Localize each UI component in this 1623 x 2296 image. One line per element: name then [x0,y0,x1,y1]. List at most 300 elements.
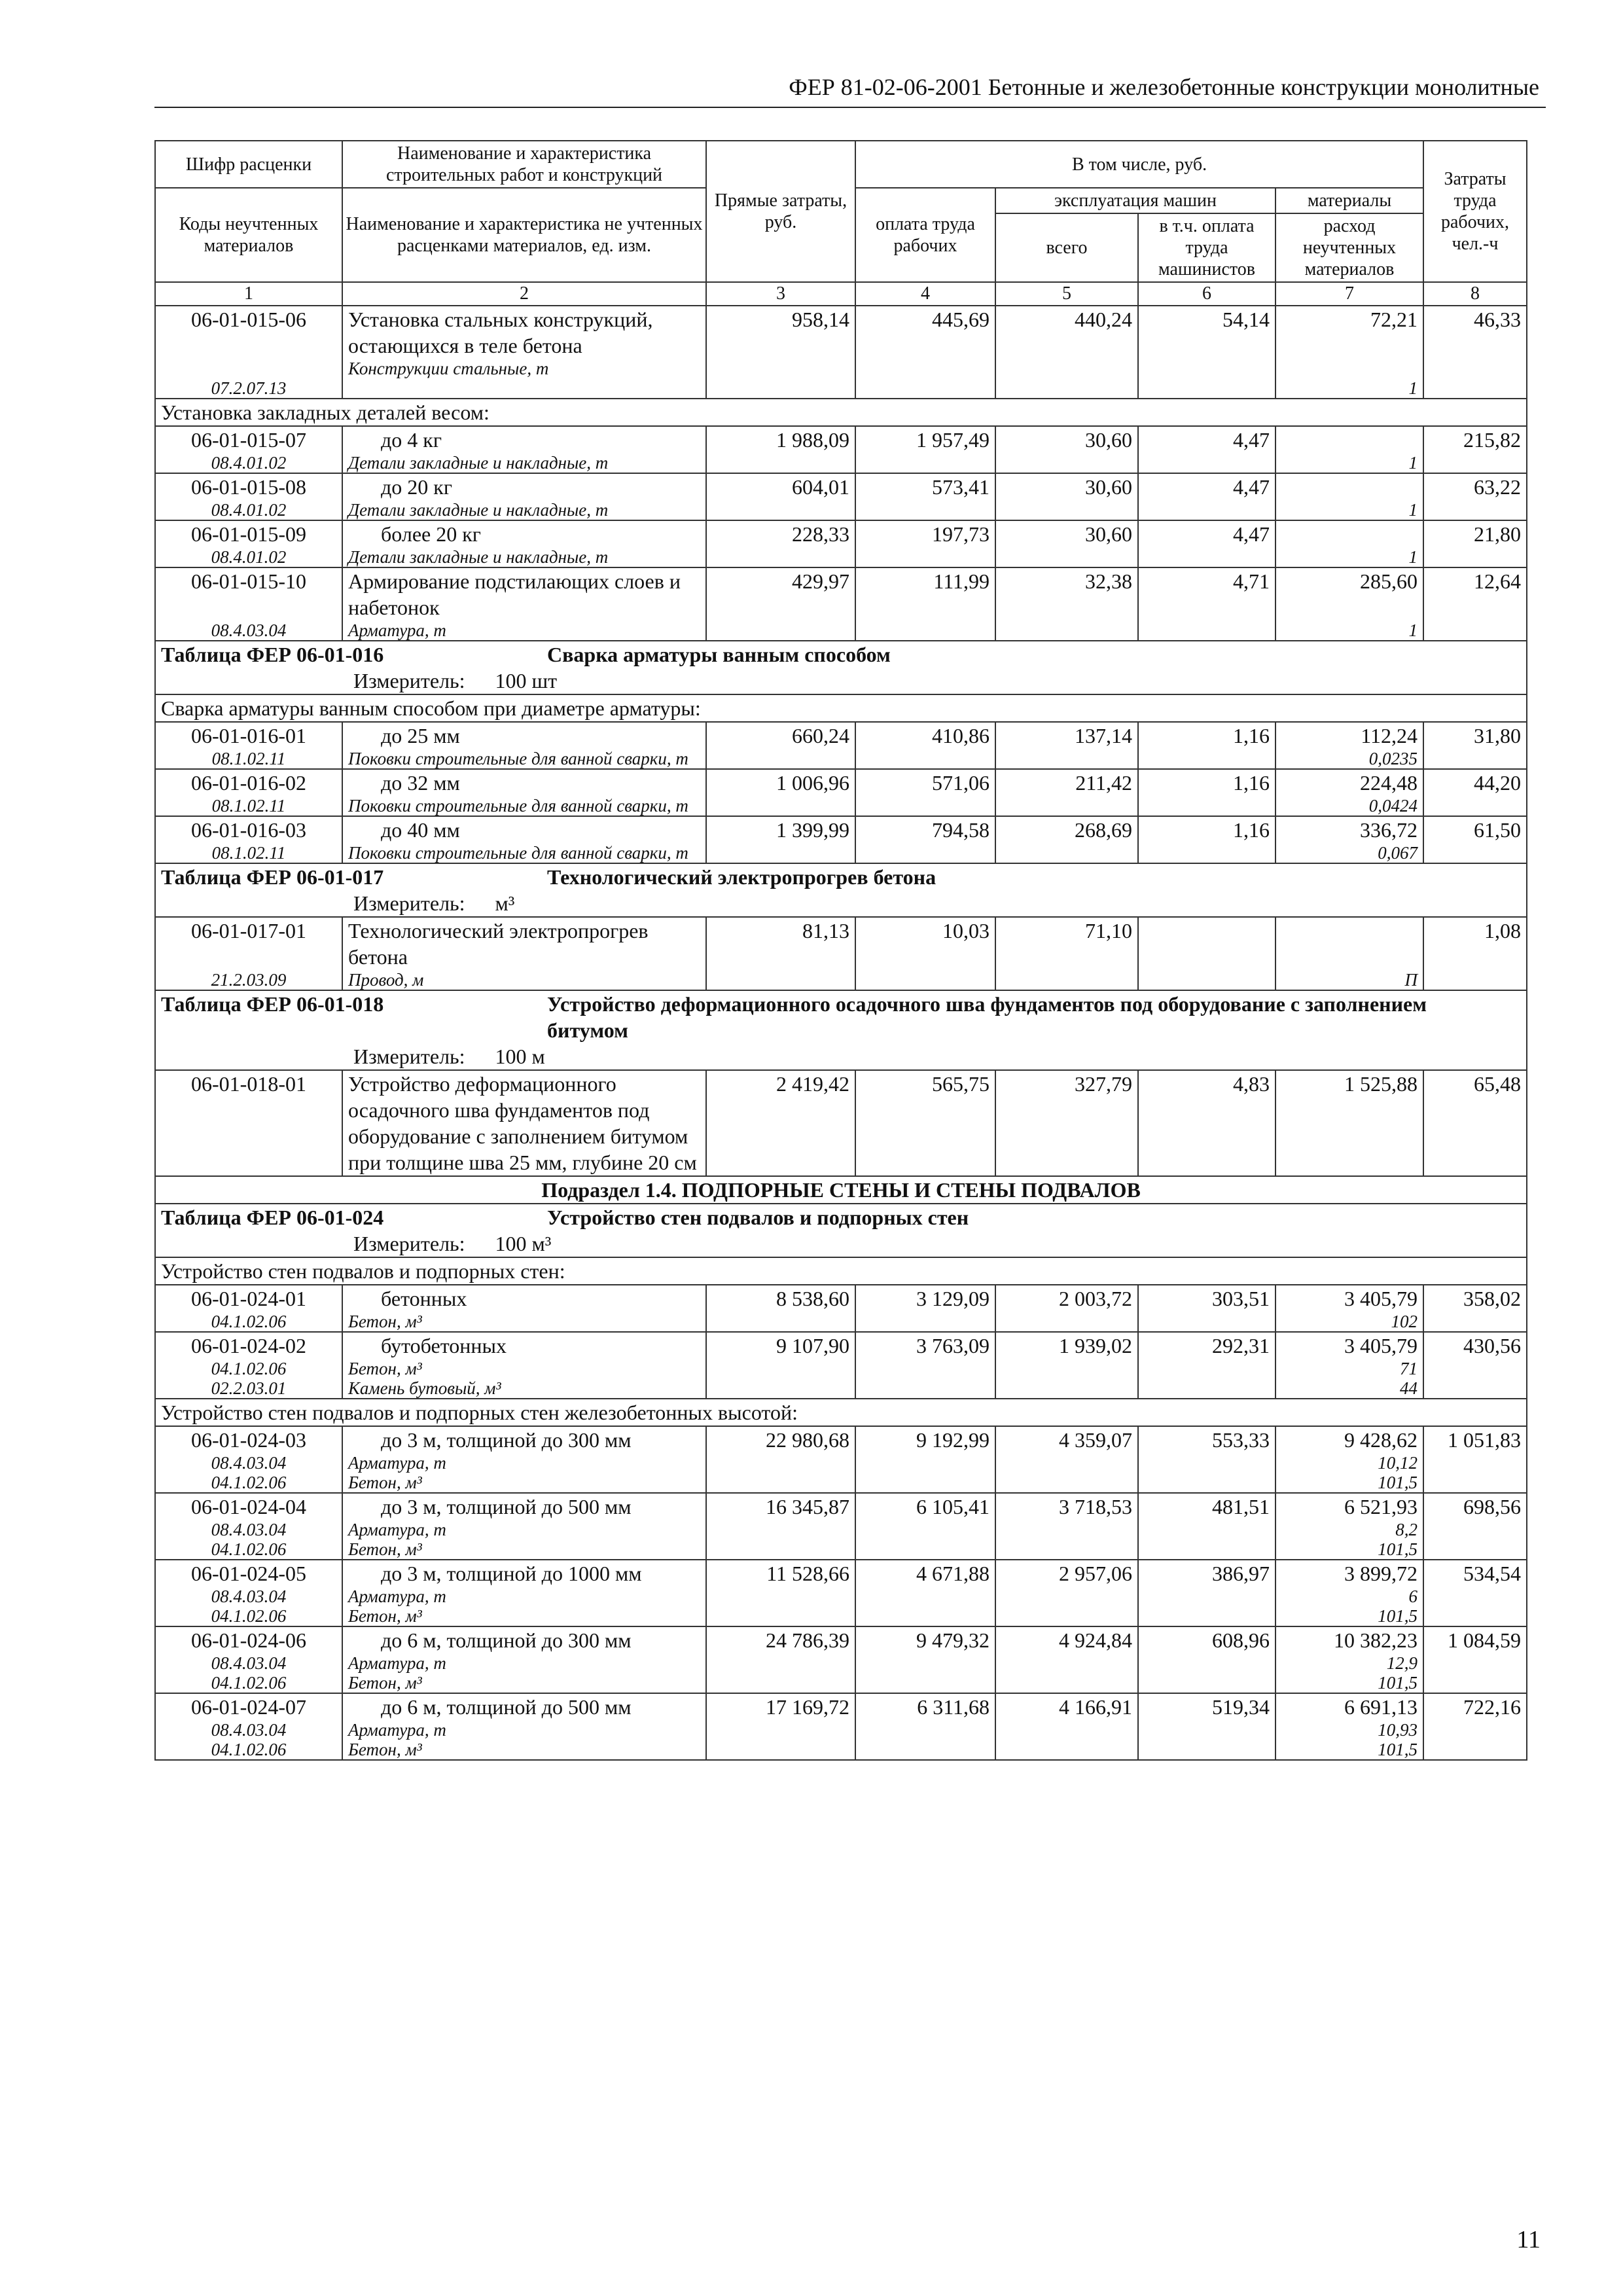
materials-cell [1275,1693,1423,1760]
machine-operator-cost: 4,47 [1138,520,1275,567]
material-name: Бетон, м³ [348,1606,422,1626]
direct-cost: 16 345,87 [706,1493,855,1560]
material-qty: 0,0424 [1368,796,1418,816]
material-qty: 1 [1408,453,1418,473]
rate-name: до 4 кг [381,428,442,452]
rate-name-cell [342,816,706,863]
material-name: Арматура, т [348,1587,446,1606]
rate-name: Армирование подстилающих слоев и набетонок [348,569,681,619]
col-labor-label: оплата труда рабочих [876,214,975,256]
rate-code-cell [155,1332,342,1399]
rate-code-cell [155,520,342,567]
rate-code-cell [155,426,342,473]
rate-name: бетонных [381,1287,467,1310]
rate-code: 06-01-015-08 [191,475,306,499]
material-name: Детали закладные и накладные, т [348,500,609,520]
rate-code: 06-01-024-07 [191,1695,306,1719]
rate-name-cell [342,722,706,769]
material-code: 08.1.02.11 [211,843,286,863]
material-code: 08.4.03.04 [211,1453,287,1473]
material-code: 04.1.02.06 [211,1539,287,1559]
material-code: 04.1.02.06 [211,1473,287,1492]
material-name: Конструкции стальные, т [348,359,549,378]
material-name: Детали закладные и накладные, т [348,547,609,567]
machine-cost: 137,14 [995,722,1138,769]
col-hours-label: Затраты труда рабочих, чел.-ч [1441,169,1510,254]
labor-hours: 722,16 [1423,1693,1527,1760]
materials-cell [1275,520,1423,567]
labor-cost: 3 763,09 [855,1332,995,1399]
rate-code: 06-01-016-03 [191,818,306,842]
materials-cell [1275,917,1423,990]
measure-label: Измеритель: [353,669,465,692]
machine-operator-cost: 481,51 [1138,1493,1275,1560]
material-name: Арматура, т [348,1720,446,1740]
machine-cost: 71,10 [995,917,1138,990]
rate-name-cell [342,426,706,473]
labor-hours: 46,33 [1423,306,1527,399]
group-row [155,1257,1527,1285]
rate-code-cell [155,1285,342,1332]
rate-code: 06-01-016-02 [191,771,306,795]
measure [161,1043,1521,1069]
labor-cost: 573,41 [855,473,995,520]
col-incl-label: В том числе, руб. [1071,154,1207,175]
table-row [155,1426,1527,1493]
table-title: Технологический электропрогрев бетона [547,865,936,889]
rate-code-cell [155,1693,342,1760]
material-name: Поковки строительные для ванной сварки, т [348,843,688,863]
column-number-row [155,282,1527,306]
rate-name-cell [342,567,706,641]
machine-cost: 30,60 [995,426,1138,473]
col-name-header [342,141,706,188]
materials-cell [1275,816,1423,863]
table-number: Таблица ФЕР 06-01-016 [161,643,384,666]
direct-cost: 228,33 [706,520,855,567]
measure-label: Измеритель: [353,891,465,915]
table-heading-row [155,990,1527,1070]
materials-cell [1275,1332,1423,1399]
material-name: Бетон, м³ [348,1740,422,1759]
col-hours-header [1423,141,1527,282]
rate-name-cell [342,1493,706,1560]
col-code-header [155,141,342,188]
col-mach-op-header [1138,213,1275,282]
material-code: 08.4.03.04 [211,1520,287,1539]
labor-cost: 571,06 [855,769,995,816]
col-number: 2 [342,282,706,306]
machine-cost: 327,79 [995,1070,1138,1176]
materials-cell [1275,1493,1423,1560]
rate-code: 06-01-017-01 [191,919,306,942]
material-code: 08.4.03.04 [211,1587,287,1606]
machine-operator-cost: 1,16 [1138,722,1275,769]
direct-cost: 22 980,68 [706,1426,855,1493]
material-qty: 102 [1391,1312,1418,1331]
material-cost: 3 405,79 [1344,1287,1418,1310]
col-matcode-label: Коды неучтенных материалов [179,214,319,256]
measure-value: 100 шт [495,669,558,692]
machine-cost: 2 957,06 [995,1560,1138,1626]
material-cost: 336,72 [1360,818,1418,842]
labor-hours: 215,82 [1423,426,1527,473]
direct-cost: 24 786,39 [706,1626,855,1693]
table-heading [155,863,1527,917]
materials-cell [1275,426,1423,473]
measure [161,668,1521,694]
rate-name: до 6 м, толщиной до 300 мм [381,1628,632,1652]
col-labor-header [855,188,995,282]
rate-name: Устройство деформационного осадочного шва фундаментов под оборудование с заполнением битумом при толщине шва 25 мм, глубине 20 см [348,1072,697,1174]
table-number: Таблица ФЕР 06-01-017 [161,865,384,889]
material-name: Детали закладные и накладные, т [348,453,609,473]
rate-name-cell [342,917,706,990]
rate-name: Установка стальных конструкций, остающихся в теле бетона [348,308,653,357]
direct-cost: 429,97 [706,567,855,641]
measure-value: м³ [495,891,515,915]
machine-operator-cost: 4,47 [1138,473,1275,520]
rate-code: 06-01-015-10 [191,569,306,593]
material-code: 04.1.02.06 [211,1312,287,1331]
col-matname-label: Наименование и характеристика не учтенных расценками материалов, ед. изм. [346,214,703,256]
labor-cost: 4 671,88 [855,1560,995,1626]
machine-cost: 211,42 [995,769,1138,816]
rate-name-cell [342,520,706,567]
measure [161,890,1521,916]
material-qty: 44 [1400,1378,1418,1398]
table-heading [155,1204,1527,1257]
materials-cell [1275,722,1423,769]
material-code: 08.4.03.04 [211,620,287,640]
table-row [155,1332,1527,1399]
col-code-label: Шифр расценки [185,154,312,175]
direct-cost: 1 988,09 [706,426,855,473]
group-row [155,694,1527,722]
rate-name: более 20 кг [381,522,481,546]
rate-name: бутобетонных [381,1334,507,1357]
labor-hours: 430,56 [1423,1332,1527,1399]
rate-code-cell [155,306,342,399]
rate-code: 06-01-024-04 [191,1495,306,1518]
material-code: 04.1.02.06 [211,1673,287,1693]
material-name: Бетон, м³ [348,1359,422,1378]
labor-hours: 63,22 [1423,473,1527,520]
table-number: Таблица ФЕР 06-01-018 [161,992,384,1016]
material-qty: 10,12 [1378,1453,1418,1473]
table-heading-row [155,641,1527,694]
material-qty: 1 [1408,620,1418,640]
table-heading [155,641,1527,694]
direct-cost: 9 107,90 [706,1332,855,1399]
material-qty: 101,5 [1378,1606,1418,1626]
material-qty: П [1404,970,1418,990]
measure-label: Измеритель: [353,1045,465,1068]
labor-cost: 6 105,41 [855,1493,995,1560]
rate-name-cell [342,1070,706,1176]
labor-hours: 31,80 [1423,722,1527,769]
col-direct-header [706,141,855,282]
measure [161,1230,1521,1257]
material-qty: 101,5 [1378,1673,1418,1693]
col-number: 3 [706,282,855,306]
machine-cost: 2 003,72 [995,1285,1138,1332]
materials-cell [1275,1426,1423,1493]
rate-name-cell [342,1426,706,1493]
group-caption: Устройство стен подвалов и подпорных стен: [155,1257,1527,1285]
labor-cost: 6 311,68 [855,1693,995,1760]
col-direct-label: Прямые затраты, руб. [714,190,847,232]
labor-cost: 445,69 [855,306,995,399]
labor-hours: 1,08 [1423,917,1527,990]
col-number: 8 [1423,282,1527,306]
material-qty: 101,5 [1378,1539,1418,1559]
labor-cost: 9 192,99 [855,1426,995,1493]
rate-code-cell [155,1493,342,1560]
rate-name: до 3 м, толщиной до 500 мм [381,1495,632,1518]
col-number: 7 [1275,282,1423,306]
rate-name: до 6 м, толщиной до 500 мм [381,1695,632,1719]
rate-code: 06-01-024-05 [191,1562,306,1585]
col-machines-header [995,188,1275,213]
labor-hours: 358,02 [1423,1285,1527,1332]
machine-cost: 3 718,53 [995,1493,1138,1560]
rate-name: до 3 м, толщиной до 300 мм [381,1428,632,1452]
rate-code-cell [155,1426,342,1493]
machine-operator-cost: 54,14 [1138,306,1275,399]
labor-hours: 698,56 [1423,1493,1527,1560]
rate-name-cell [342,473,706,520]
table-heading [155,990,1527,1070]
group-row [155,399,1527,426]
table-row [155,1070,1527,1176]
labor-cost: 9 479,32 [855,1626,995,1693]
header-divider [154,107,1546,108]
machine-operator-cost: 553,33 [1138,1426,1275,1493]
rate-name: до 25 мм [381,724,460,747]
machine-operator-cost: 1,16 [1138,816,1275,863]
measure-label: Измеритель: [353,1232,465,1255]
labor-cost: 111,99 [855,567,995,641]
machine-operator-cost: 4,71 [1138,567,1275,641]
machine-cost: 30,60 [995,473,1138,520]
table-heading-row [155,1204,1527,1257]
material-name: Провод, м [348,970,424,990]
machine-cost: 1 939,02 [995,1332,1138,1399]
material-cost: 10 382,23 [1334,1628,1418,1652]
col-name-label: Наименование и характеристика строительных работ и конструкций [385,143,663,185]
group-caption: Сварка арматуры ванным способом при диаметре арматуры: [155,694,1527,722]
col-number: 4 [855,282,995,306]
material-qty: 1 [1408,500,1418,520]
rate-name-cell [342,769,706,816]
material-name: Арматура, т [348,1453,446,1473]
document-header-title: ФЕР 81-02-06-2001 Бетонные и железобетонные конструкции монолитные [789,74,1539,100]
col-number: 6 [1138,282,1275,306]
direct-cost: 1 399,99 [706,816,855,863]
rate-code-cell [155,567,342,641]
table-row [155,1560,1527,1626]
materials-cell [1275,473,1423,520]
material-code: 08.4.01.02 [211,547,287,567]
direct-cost: 11 528,66 [706,1560,855,1626]
material-qty: 0,067 [1378,843,1418,863]
table-row [155,473,1527,520]
col-number: 5 [995,282,1138,306]
machine-cost: 440,24 [995,306,1138,399]
measure-value: 100 м [495,1045,545,1068]
material-name: Поковки строительные для ванной сварки, т [348,796,688,816]
labor-cost: 1 957,49 [855,426,995,473]
col-mach-op-label: в т.ч. оплата труда машинистов [1158,216,1255,279]
machine-operator-cost: 4,83 [1138,1070,1275,1176]
material-qty: 10,93 [1378,1720,1418,1740]
col-incl-header [855,141,1423,188]
subsection-title: Подраздел 1.4. ПОДПОРНЫЕ СТЕНЫ И СТЕНЫ ПОДВАЛОВ [155,1176,1527,1204]
material-qty: 101,5 [1378,1473,1418,1492]
rate-code: 06-01-016-01 [191,724,306,747]
machine-cost: 4 359,07 [995,1426,1138,1493]
table-heading-row [155,863,1527,917]
rate-code: 06-01-024-06 [191,1628,306,1652]
direct-cost: 8 538,60 [706,1285,855,1332]
rate-code: 06-01-024-01 [191,1287,306,1310]
machine-operator-cost [1138,917,1275,990]
rate-code-cell [155,917,342,990]
col-matcode-header [155,188,342,282]
machine-operator-cost: 292,31 [1138,1332,1275,1399]
material-qty: 71 [1400,1359,1418,1378]
table-row [155,1285,1527,1332]
table-title: Устройство стен подвалов и подпорных стен [547,1206,969,1229]
material-cost: 112,24 [1361,724,1418,747]
rate-code: 06-01-024-03 [191,1428,306,1452]
machine-operator-cost: 4,47 [1138,426,1275,473]
material-cost: 6 691,13 [1344,1695,1418,1719]
table-row [155,1626,1527,1693]
rate-code: 06-01-015-06 [191,308,306,331]
labor-cost: 3 129,09 [855,1285,995,1332]
material-cost: 9 428,62 [1344,1428,1418,1452]
material-code: 21.2.03.09 [211,970,287,990]
table-title: Сварка арматуры ванным способом [547,643,891,666]
material-name: Камень бутовый, м³ [348,1378,501,1398]
material-code: 07.2.07.13 [211,378,287,398]
material-cost: 3 405,79 [1344,1334,1418,1357]
direct-cost: 604,01 [706,473,855,520]
rate-code-cell [155,1560,342,1626]
material-code: 08.4.03.04 [211,1653,287,1673]
group-caption: Устройство стен подвалов и подпорных стен железобетонных высотой: [155,1399,1527,1426]
header-row [155,141,1527,188]
table-row [155,426,1527,473]
material-name: Арматура, т [348,620,446,640]
col-materials-header [1275,188,1423,213]
material-qty: 101,5 [1378,1740,1418,1759]
col-machines-label: эксплуатация машин [1054,190,1217,211]
direct-cost: 958,14 [706,306,855,399]
table-title: Устройство деформационного осадочного шва фундаментов под оборудование с заполнением битумом [547,992,1427,1042]
material-code: 02.2.03.01 [211,1378,287,1398]
rate-code-cell [155,473,342,520]
material-name: Бетон, м³ [348,1539,422,1559]
materials-cell [1275,1285,1423,1332]
page-number: 11 [1516,2226,1541,2253]
table-row [155,520,1527,567]
machine-cost: 4 166,91 [995,1693,1138,1760]
rate-name-cell [342,1693,706,1760]
material-qty: 1 [1408,378,1418,398]
table-number: Таблица ФЕР 06-01-024 [161,1206,384,1229]
material-qty: 12,9 [1386,1653,1418,1673]
direct-cost: 1 006,96 [706,769,855,816]
group-row [155,1399,1527,1426]
table-row [155,722,1527,769]
direct-cost: 660,24 [706,722,855,769]
col-matname-header [342,188,706,282]
rate-code-cell [155,816,342,863]
rates-table [154,140,1527,1761]
labor-hours: 1 051,83 [1423,1426,1527,1493]
rate-code-cell [155,769,342,816]
labor-hours: 21,80 [1423,520,1527,567]
rate-name: до 3 м, толщиной до 1000 мм [381,1562,642,1585]
direct-cost: 17 169,72 [706,1693,855,1760]
table-row [155,306,1527,399]
material-name: Арматура, т [348,1653,446,1673]
machine-cost: 32,38 [995,567,1138,641]
material-cost: 72,21 [1370,308,1418,331]
rate-code: 06-01-024-02 [191,1334,306,1357]
materials-cell [1275,567,1423,641]
direct-cost: 81,13 [706,917,855,990]
rate-name-cell [342,1285,706,1332]
material-qty: 1 [1408,547,1418,567]
material-qty: 0,0235 [1368,749,1418,768]
machine-operator-cost: 386,97 [1138,1560,1275,1626]
rate-name-cell [342,306,706,399]
machine-cost: 268,69 [995,816,1138,863]
material-code: 04.1.02.06 [211,1359,287,1378]
table-row [155,567,1527,641]
material-qty: 6 [1408,1587,1418,1606]
rate-code: 06-01-018-01 [191,1072,306,1096]
table-row [155,917,1527,990]
rate-name-cell [342,1332,706,1399]
material-name: Арматура, т [348,1520,446,1539]
material-code: 08.1.02.11 [211,796,286,816]
col-materials-label: материалы [1307,190,1392,211]
material-name: Бетон, м³ [348,1673,422,1693]
labor-hours: 534,54 [1423,1560,1527,1626]
subsection-row [155,1176,1527,1204]
material-code: 08.1.02.11 [211,749,286,768]
material-code: 04.1.02.06 [211,1740,287,1759]
col-mat-cost-label: расход неучтенных материалов [1302,216,1397,279]
rate-code-cell [155,722,342,769]
machine-operator-cost: 1,16 [1138,769,1275,816]
direct-cost: 2 419,42 [706,1070,855,1176]
materials-cell [1275,306,1423,399]
table-row [155,769,1527,816]
materials-cell [1275,1560,1423,1626]
materials-cell [1275,769,1423,816]
machine-operator-cost: 608,96 [1138,1626,1275,1693]
machine-cost: 4 924,84 [995,1626,1138,1693]
col-mach-total-label: всего [1046,238,1088,258]
machine-operator-cost: 303,51 [1138,1285,1275,1332]
labor-cost: 410,86 [855,722,995,769]
